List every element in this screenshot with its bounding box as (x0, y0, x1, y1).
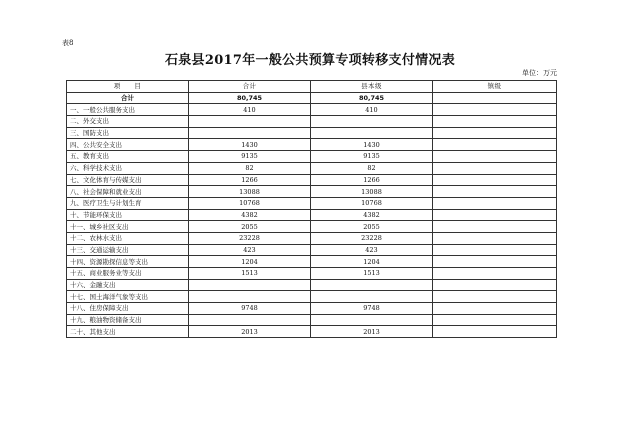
row-name: 十、节能环保支出 (67, 209, 189, 221)
table-row (67, 151, 557, 163)
row-name: 十八、住房保障支出 (67, 303, 189, 315)
row-town (433, 244, 557, 256)
row-total: 410 (189, 104, 311, 116)
total-label: 合计 (67, 92, 189, 104)
row-total: 2055 (189, 221, 311, 233)
total-town (433, 92, 557, 104)
row-name: 十九、粮油物资储备支出 (67, 314, 189, 326)
row-town (433, 186, 557, 198)
row-total: 1513 (189, 268, 311, 280)
row-town (433, 139, 557, 151)
row-name: 十一、城乡社区支出 (67, 221, 189, 233)
row-total (189, 116, 311, 128)
table-row (67, 314, 557, 326)
header-row (67, 81, 557, 93)
row-town (433, 314, 557, 326)
row-name: 十二、农林水支出 (67, 232, 189, 244)
row-town (433, 116, 557, 128)
table-row (67, 303, 557, 315)
row-total: 10768 (189, 197, 311, 209)
header-item: 项 目 (67, 81, 189, 93)
row-name: 八、社会保障和就业支出 (67, 186, 189, 198)
row-name: 十四、资源勘探信息等支出 (67, 256, 189, 268)
row-total: 23228 (189, 232, 311, 244)
table-row (67, 139, 557, 151)
table-row (67, 162, 557, 174)
header-town: 镇级 (433, 81, 557, 93)
row-name: 十五、商业服务业等支出 (67, 268, 189, 280)
row-county: 2013 (311, 326, 433, 338)
row-county: 13088 (311, 186, 433, 198)
row-town (433, 303, 557, 315)
row-county: 9748 (311, 303, 433, 315)
row-town (433, 197, 557, 209)
row-county: 82 (311, 162, 433, 174)
row-total: 1204 (189, 256, 311, 268)
row-name: 二十、其他支出 (67, 326, 189, 338)
row-county: 23228 (311, 232, 433, 244)
row-county: 9135 (311, 151, 433, 163)
sheet-label: 表8 (62, 39, 74, 47)
row-name: 九、医疗卫生与计划生育 (67, 197, 189, 209)
total-county: 80,745 (311, 92, 433, 104)
row-county (311, 279, 433, 291)
row-town (433, 326, 557, 338)
row-county: 1430 (311, 139, 433, 151)
row-total: 13088 (189, 186, 311, 198)
row-total (189, 314, 311, 326)
header-total: 合计 (189, 81, 311, 93)
row-name: 五、教育支出 (67, 151, 189, 163)
row-county: 2055 (311, 221, 433, 233)
row-name: 六、科学技术支出 (67, 162, 189, 174)
row-town (433, 151, 557, 163)
row-total: 1266 (189, 174, 311, 186)
unit-label: 单位：万元 (522, 69, 557, 77)
table-row (67, 209, 557, 221)
row-county: 1266 (311, 174, 433, 186)
table-row (67, 326, 557, 338)
row-county (311, 116, 433, 128)
table-row (67, 186, 557, 198)
row-town (433, 174, 557, 186)
row-county: 1513 (311, 268, 433, 280)
total-row (67, 92, 557, 104)
row-total (189, 291, 311, 303)
row-town (433, 127, 557, 139)
row-total: 4382 (189, 209, 311, 221)
row-county: 10768 (311, 197, 433, 209)
row-name: 二、外交支出 (67, 116, 189, 128)
row-name: 一、一般公共服务支出 (67, 104, 189, 116)
row-total: 9135 (189, 151, 311, 163)
row-name: 三、国防支出 (67, 127, 189, 139)
row-name: 十七、国土海洋气象等支出 (67, 291, 189, 303)
table-row (67, 116, 557, 128)
row-town (433, 256, 557, 268)
total-total: 80,745 (189, 92, 311, 104)
row-total: 423 (189, 244, 311, 256)
table-row (67, 244, 557, 256)
row-county (311, 127, 433, 139)
row-total: 82 (189, 162, 311, 174)
table-row (67, 221, 557, 233)
row-town (433, 104, 557, 116)
table-row (67, 256, 557, 268)
row-county: 423 (311, 244, 433, 256)
row-town (433, 162, 557, 174)
table-row (67, 232, 557, 244)
row-town (433, 291, 557, 303)
row-county (311, 291, 433, 303)
table-row (67, 104, 557, 116)
row-county: 1204 (311, 256, 433, 268)
row-total: 2013 (189, 326, 311, 338)
row-county: 4382 (311, 209, 433, 221)
row-total: 1430 (189, 139, 311, 151)
row-town (433, 268, 557, 280)
table-row (67, 291, 557, 303)
table-row (67, 197, 557, 209)
table-row (67, 127, 557, 139)
row-name: 七、文化体育与传媒支出 (67, 174, 189, 186)
table-row (67, 279, 557, 291)
page-title: 石泉县2017年一般公共预算专项转移支付情况表 (164, 53, 456, 68)
row-total: 9748 (189, 303, 311, 315)
row-total (189, 279, 311, 291)
row-town (433, 279, 557, 291)
row-town (433, 209, 557, 221)
row-town (433, 232, 557, 244)
budget-table (66, 80, 557, 338)
row-total (189, 127, 311, 139)
row-name: 十六、金融支出 (67, 279, 189, 291)
header-county: 县本级 (311, 81, 433, 93)
row-county: 410 (311, 104, 433, 116)
table-row (67, 268, 557, 280)
row-name: 四、公共安全支出 (67, 139, 189, 151)
row-town (433, 221, 557, 233)
table-row (67, 174, 557, 186)
row-county (311, 314, 433, 326)
row-name: 十三、交通运输支出 (67, 244, 189, 256)
